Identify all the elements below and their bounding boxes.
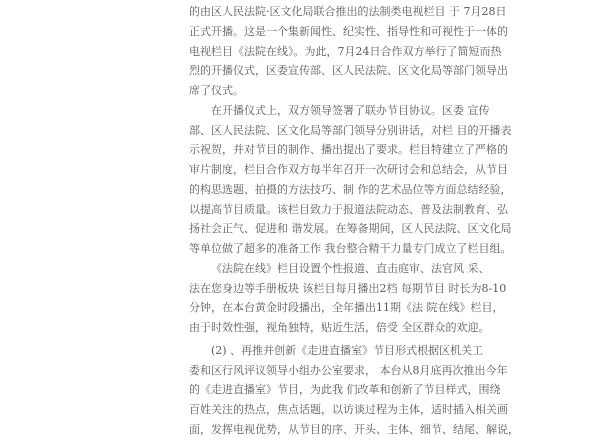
text-line: 面，发挥电视优势，从节目的序、开头、主体、细节、结尾、解说， <box>189 422 519 436</box>
text-line: 部、区人民法院、区文化局等部门领导分别讲话，对栏 目的开播表 <box>189 123 512 137</box>
text-line: 百姓关注的热点，焦点话题，以访谈过程为主体，适时插入相关画 <box>189 403 508 416</box>
text-line: 等单位做了超多的准备工作 我台整合精干力量专门成立了栏目组。 <box>189 242 512 255</box>
paragraph-start-line: 《法院在线》栏目设置个性报道、直击庭审、法官风 采、 <box>211 261 490 275</box>
text-line: 示祝贺，并对节目的制作、播出提出了要求。栏目特建立了严格的 <box>189 143 508 157</box>
text-line: 分钟，在本台黄金时段播出，全年播出11期《法 院在线》栏目， <box>189 301 504 315</box>
text-line: 以提高节目质量。该栏目致力于报道法院动态、普及法制教育、弘 <box>189 202 508 216</box>
text-line: 正式开播。这是一个集新闻性、纪实性、指导性和可视性于一体的 <box>189 24 508 38</box>
body-text <box>189 2 519 440</box>
text-line: 烈的开播仪式，区委宣传部、区人民法院、区文化局等部门领导出 <box>189 64 508 78</box>
text-line: 电视栏目《法院在线》。为此，7月24日合作双方举行了简短而热 <box>189 44 502 58</box>
text-line: 扬社会正气、促进和 谐发展。在筹备期间，区人民法院、区文化局 <box>189 222 512 236</box>
text-line: 的《走进直播室》节目，为此我 们改革和创新了节目样式，围绕 <box>189 383 501 397</box>
text-line: 审片制度，栏目合作双方每半年召开一次研讨会和总结会，从节目 <box>189 163 508 176</box>
text-line: 委和区行风评议领导小组办公室要求， 本台从8月底再次推出今年 <box>189 363 508 377</box>
paragraph-start-line: 在开播仪式上，双方领导签署了联办节目协议。区委 宣传 <box>211 103 490 117</box>
text-line: 的构思选题、拍摄的方法技巧、制 作的艺术品位等方面总结经验， <box>189 182 512 196</box>
text-line: 的由区人民法院·区文化局联合推出的法制类电视栏目 于 7月28日 <box>189 5 507 18</box>
text-line: 席了仪式。 <box>189 84 244 97</box>
text-line: 由于时效性强，视角独特，贴近生活，倍受 全区群众的欢迎。 <box>189 321 490 334</box>
paragraph-start-line: (2) 、再推并创新《走进直播室》节目形式根据区机关工 <box>211 343 484 357</box>
text-line: 法在您身边等手册板块 该栏目每月播出2档 每期节目 时长为8-10 <box>189 281 507 295</box>
